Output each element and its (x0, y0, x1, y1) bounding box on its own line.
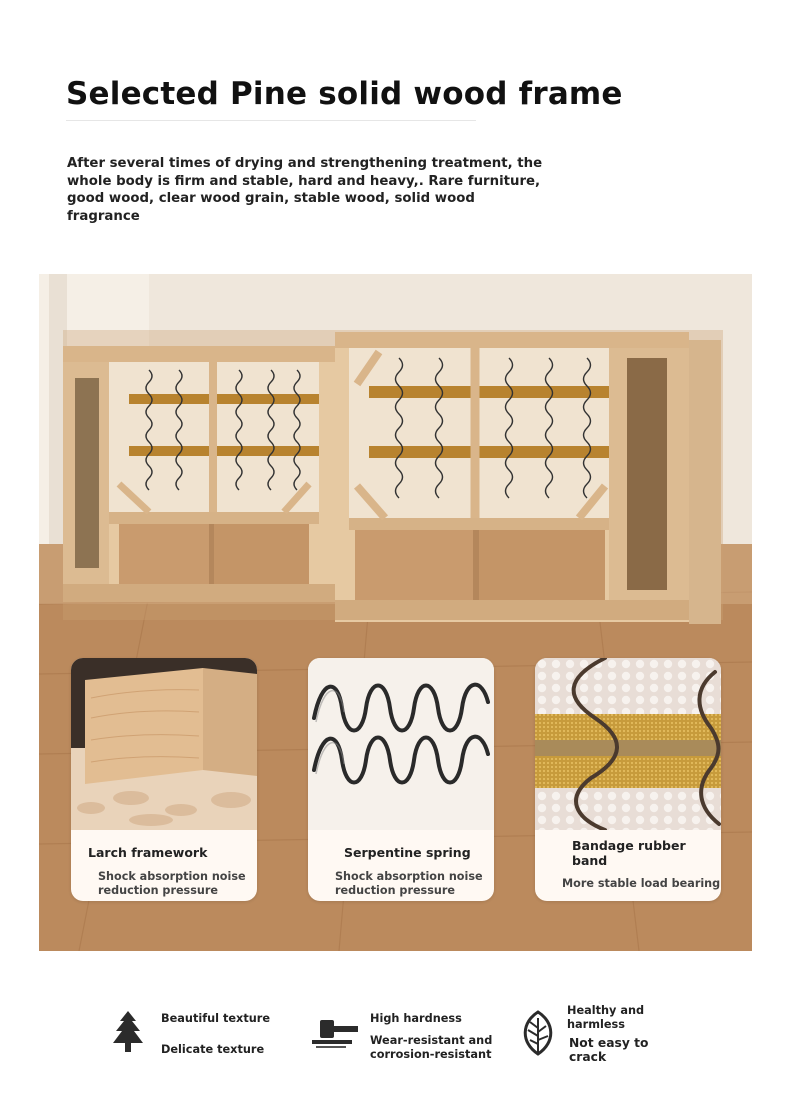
card-subtitle: Shock absorption noise reduction pressure (335, 870, 483, 897)
feature-hardness-line1: High hardness (370, 1012, 462, 1025)
card-serpentine-spring (308, 658, 494, 901)
title-divider (66, 120, 476, 121)
feature-texture-line1: Beautiful texture (161, 1012, 270, 1025)
card-subtitle: More stable load bearing (562, 877, 721, 890)
page-title: Selected Pine solid wood frame (66, 76, 623, 112)
card-title: Bandage rubber band (572, 838, 686, 868)
wood-block-icon (71, 658, 257, 830)
card-larch-framework (71, 658, 257, 901)
feature-hardness-line2: Wear-resistant and corrosion-resistant (370, 1034, 493, 1061)
hammer-icon (312, 1018, 358, 1050)
page-description: After several times of drying and strengthening treatment, the whole body is firm and stable, hard and heavy,. Rare furniture, good wood, clear wood grain, stable wood, solid wood fragrance (67, 156, 543, 224)
card-title: Larch framework (88, 845, 208, 860)
tree-icon (112, 1011, 144, 1053)
leaf-icon (520, 1010, 556, 1056)
card-title: Serpentine spring (344, 845, 471, 860)
card-bandage-rubber-band (535, 658, 721, 901)
feature-healthy-line1: Healthy and harmless (567, 1004, 645, 1031)
feature-healthy-line2: Not easy to crack (569, 1036, 649, 1064)
feature-texture-line2: Delicate texture (161, 1043, 265, 1056)
spring-icon (308, 658, 494, 830)
card-subtitle: Shock absorption noise reduction pressure (98, 870, 246, 897)
rubber-band-icon (535, 658, 721, 830)
